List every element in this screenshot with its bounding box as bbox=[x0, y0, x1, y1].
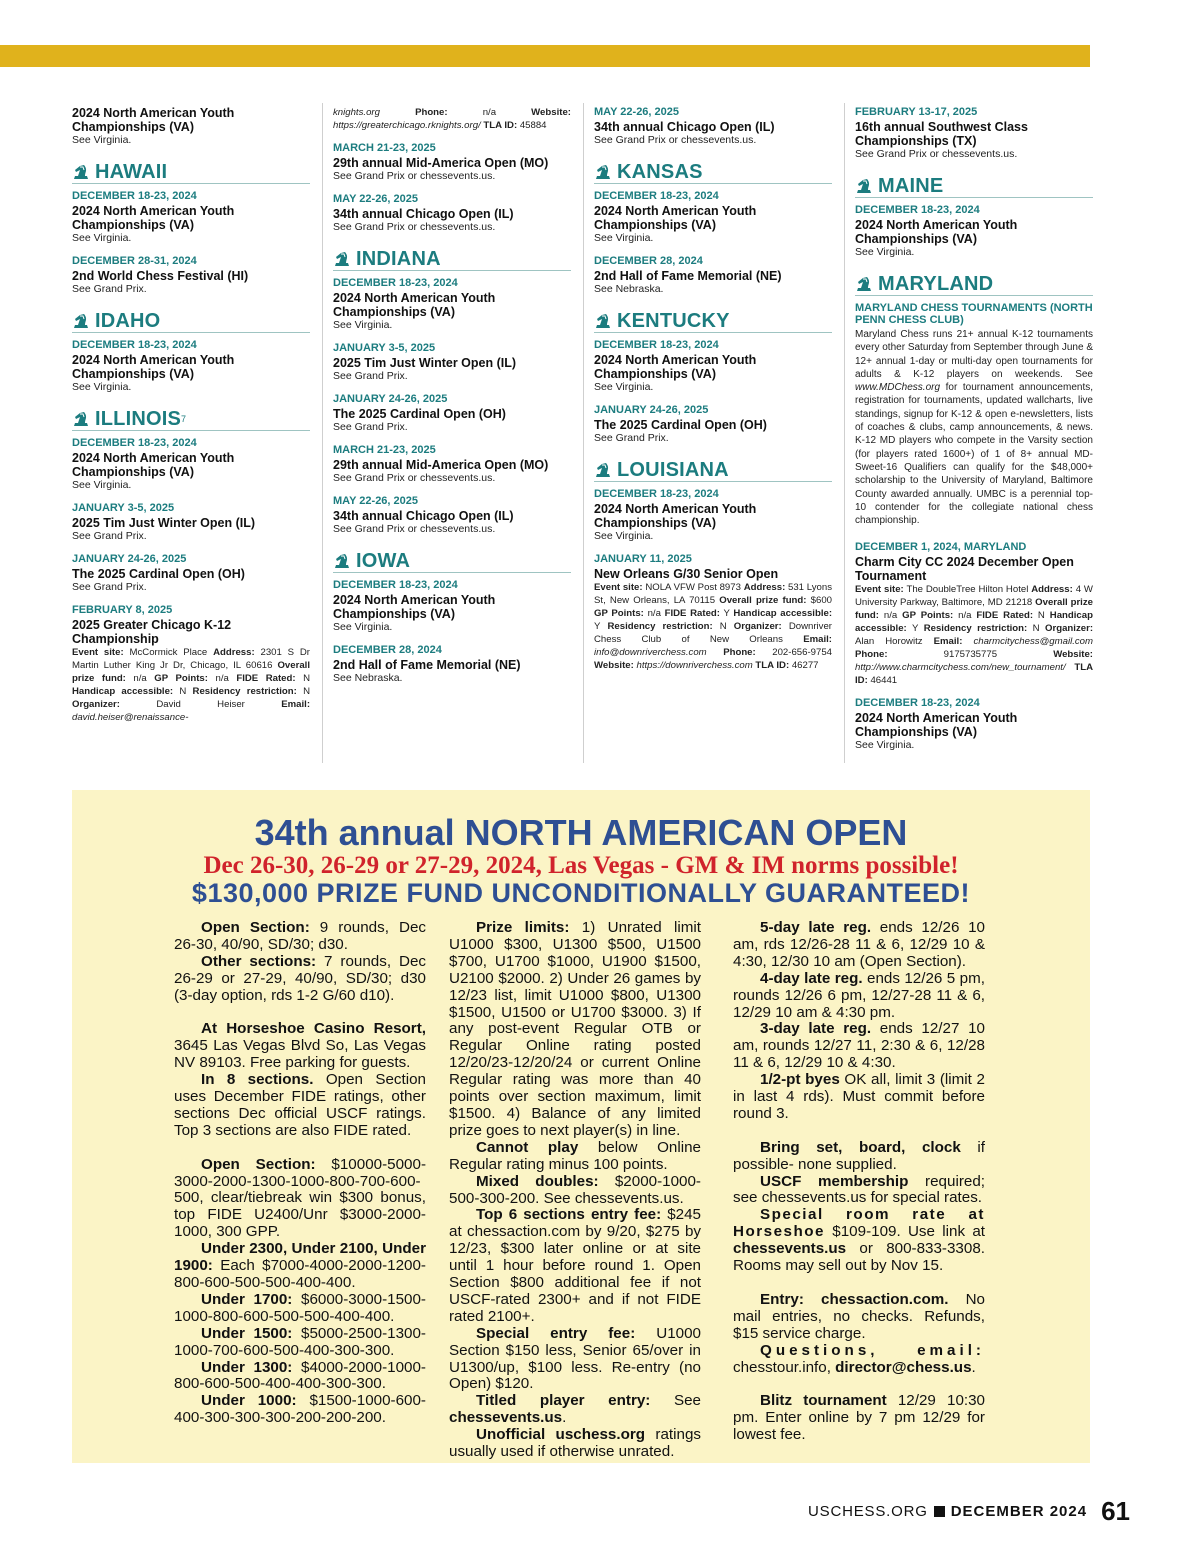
website-link[interactable]: www.MDChess.org bbox=[855, 382, 941, 394]
ad-paragraph: Other sections: 7 rounds, Dec 26-29 or 27-29, 40/90, SD/30; d30 (3-day option, rds 1-2 G/60 d10). bbox=[174, 952, 426, 1004]
chess-knight-icon bbox=[72, 411, 90, 427]
event-listing bbox=[333, 342, 571, 383]
state-heading-maine bbox=[855, 175, 1093, 198]
event-date: JANUARY 11, 2025 bbox=[594, 553, 692, 565]
event-listing bbox=[72, 553, 310, 594]
event-listing bbox=[72, 106, 310, 147]
club-description: Maryland Chess runs 21+ annual K-12 tournaments every other Saturday from September through June & 12+ annual 1-day or multi-day open tournaments for adults & K-12 players on weekends. See www.MDChess.org for tournament announcements, registration for tournaments, updated wallcharts, live standings, signup for K-12 & open e-newsletters, lists of coaches & clubs, camp announcements, & news. K-12 MD players who compete in the Varsity section (for players rated 1600+) of 1 of 8+ annual MD-Sweet-16 Qualifiers can qualify for the $48,000+ scholarship to the University of Maryland, Baltimore County awarded annually. UMBC is a perennial top-10 contender for the collegiate national chess championship. bbox=[855, 329, 1093, 527]
club-heading: MARYLAND CHESS TOURNAMENTS (NORTH PENN CHESS CLUB) bbox=[855, 302, 1093, 326]
ad-paragraph: Mixed doubles: $2000-1000-500-300-200. See chessevents.us. bbox=[449, 1172, 701, 1207]
event-note: See Virginia. bbox=[855, 246, 915, 258]
chess-knight-icon bbox=[72, 313, 90, 329]
email-link[interactable]: charmcitychess@gmail.com bbox=[973, 636, 1094, 648]
event-name: 2nd Hall of Fame Memorial (NE) bbox=[333, 658, 521, 672]
ad-paragraph: Unofficial uschess.org ratings usually used if otherwise unrated. bbox=[449, 1426, 701, 1461]
event-date: DECEMBER 18-23, 2024 bbox=[72, 190, 197, 202]
event-date: DECEMBER 28, 2024 bbox=[594, 255, 703, 267]
chess-knight-icon bbox=[72, 164, 90, 180]
chess-knight-icon bbox=[594, 164, 612, 180]
state-heading-louisiana bbox=[594, 459, 832, 482]
state-title: KANSAS bbox=[617, 160, 703, 183]
email-link[interactable]: david.heiser@renaissance- bbox=[72, 712, 189, 723]
ad-paragraph: Questions, email: chesstour.info, director@chess.us. bbox=[733, 1341, 985, 1376]
event-note: See Virginia. bbox=[333, 319, 393, 331]
state-title: INDIANA bbox=[356, 247, 441, 270]
ad-paragraph: 1/2-pt byes OK all, limit 3 (limit 2 in last 4 rds). Must commit before round 3. bbox=[733, 1071, 985, 1122]
state-title: LOUISIANA bbox=[617, 458, 729, 481]
event-note: See Grand Prix or chessevents.us. bbox=[333, 170, 496, 182]
event-date: DECEMBER 28, 2024 bbox=[333, 644, 442, 656]
ad-paragraph: 3-day late reg. ends 12/27 10 am, rounds 12/27 11, 2:30 & 6, 12/28 11 & 6, 12/29 10 & 4:30. bbox=[733, 1020, 986, 1072]
state-heading-illinois bbox=[72, 408, 310, 431]
event-name: The 2025 Cardinal Open (OH) bbox=[333, 407, 506, 421]
event-name: 2025 Tim Just Winter Open (IL) bbox=[72, 516, 256, 530]
event-note: See Virginia. bbox=[72, 479, 132, 491]
event-date: MAY 22-26, 2025 bbox=[333, 495, 419, 507]
event-listing bbox=[72, 437, 310, 492]
ad-paragraph: Open Section: 9 rounds, Dec 26-30, 40/90, SD/30; d30. bbox=[174, 919, 426, 953]
state-heading-idaho bbox=[72, 310, 310, 333]
chess-knight-icon bbox=[855, 276, 873, 292]
email-link[interactable]: knights.org bbox=[333, 107, 380, 118]
ad-paragraph: 5-day late reg. ends 12/26 10 am, rds 12/26-28 11 & 6, 12/29 10 & 4:30, 12/30 10 am (Open Section). bbox=[733, 919, 986, 970]
state-title: MARYLAND bbox=[878, 272, 994, 295]
event-note: See Virginia. bbox=[594, 530, 654, 542]
event-name: 2nd Hall of Fame Memorial (NE) bbox=[594, 269, 782, 283]
event-date: JANUARY 24-26, 2025 bbox=[594, 404, 709, 416]
event-date: MARCH 21-23, 2025 bbox=[333, 444, 436, 456]
chess-knight-icon bbox=[333, 251, 351, 267]
ad-paragraph: Under 1300: $4000-2000-1000-800-600-500-400-400-300-300. bbox=[174, 1358, 426, 1393]
event-date: DECEMBER 18-23, 2024 bbox=[594, 488, 719, 500]
ad-paragraph: Under 1700: $6000-3000-1500-1000-800-600-500-500-400-400. bbox=[174, 1290, 426, 1325]
event-note: See Grand Prix. bbox=[333, 370, 408, 382]
state-heading-maryland bbox=[855, 273, 1093, 296]
event-note: See Virginia. bbox=[855, 739, 915, 752]
column-divider bbox=[583, 103, 584, 763]
event-date: MAY 22-26, 2025 bbox=[333, 193, 419, 205]
event-name: 2nd World Chess Festival (HI) bbox=[72, 269, 249, 283]
state-title: IOWA bbox=[356, 549, 411, 572]
event-date: DECEMBER 18-23, 2024 bbox=[333, 277, 458, 289]
event-listing bbox=[72, 502, 310, 543]
column-divider bbox=[844, 103, 845, 763]
event-listing bbox=[594, 553, 832, 672]
chess-knight-icon bbox=[594, 462, 612, 478]
event-listing bbox=[594, 488, 832, 543]
event-name: 2024 North American Youth Championships (VA) bbox=[855, 711, 1018, 740]
accent-bar bbox=[0, 45, 1090, 67]
event-listing bbox=[594, 190, 832, 245]
event-name: 34th annual Chicago Open (IL) bbox=[333, 207, 514, 221]
event-name: Charm City CC 2024 December Open Tournament bbox=[855, 555, 1074, 584]
event-date: DECEMBER 18-23, 2024 bbox=[855, 697, 980, 710]
state-title: ILLINOIS bbox=[95, 407, 182, 430]
event-date: MARCH 21-23, 2025 bbox=[333, 142, 436, 154]
ad-paragraph: Top 6 sections entry fee: $245 at chessaction.com by 9/20, $275 by 12/23, $300 later online or at site until 1 hour before round 1. Open Section $800 additional fee if not USCF-rated 2300+ and if not FIDE rated 2100+. bbox=[449, 1206, 701, 1325]
ad-paragraph: Under 2300, Under 2100, Under 1900: Each $7000-4000-2000-1200-800-600-500-500-400-400. bbox=[174, 1240, 426, 1291]
ad-paragraph: Bring set, board, clock if possible- none supplied. bbox=[733, 1138, 985, 1173]
event-date: FEBRUARY 13-17, 2025 bbox=[855, 106, 978, 118]
state-heading-hawaii bbox=[72, 161, 310, 184]
chess-knight-icon bbox=[333, 553, 351, 569]
event-name: 2024 North American Youth Championships (VA) bbox=[855, 218, 1018, 246]
footer-issue-date: DECEMBER 2024 bbox=[950, 1503, 1088, 1520]
event-name: 2025 Tim Just Winter Open (IL) bbox=[333, 356, 517, 370]
event-name: 34th annual Chicago Open (IL) bbox=[333, 509, 514, 523]
event-date: MAY 22-26, 2025 bbox=[594, 106, 680, 118]
ad-paragraph: In 8 sections. Open Section uses December FIDE ratings, other sections Dec official USCF ratings. Top 3 sections are also FIDE rated. bbox=[174, 1071, 426, 1139]
event-note: See Grand Prix. bbox=[333, 421, 408, 433]
event-listing bbox=[333, 142, 571, 183]
event-name: 2024 North American Youth Championships (VA) bbox=[72, 106, 235, 134]
event-listing bbox=[333, 495, 571, 536]
state-title: HAWAII bbox=[95, 160, 168, 183]
event-name: New Orleans G/30 Senior Open bbox=[594, 567, 779, 581]
footer-site: USCHESS.ORG bbox=[808, 1503, 928, 1520]
event-listing bbox=[594, 339, 832, 394]
event-note: See Virginia. bbox=[333, 621, 393, 633]
event-note: See Grand Prix or chessevents.us. bbox=[333, 523, 496, 535]
event-note: See Virginia. bbox=[72, 134, 132, 146]
event-note: See Nebraska. bbox=[594, 283, 664, 295]
event-listing bbox=[72, 190, 310, 245]
ad-paragraph: At Horseshoe Casino Resort, 3645 Las Vegas Blvd So, Las Vegas NV 89103. Free parking for guests. bbox=[174, 1020, 426, 1072]
event-note: See Grand Prix. bbox=[72, 530, 147, 542]
event-listing bbox=[333, 277, 571, 332]
ad-paragraph: Prize limits: 1) Unrated limit U1000 $300, U1300 $500, U1500 $700, U1700 $1000, U1900 $1500, U2100 $2000. 2) Under 26 games by 12/23 list, limit U1000 $800, U1300 $1500, U1500 or U1700 $3000. 3) If any post-event Regular OTB or Regular Online rating posted 12/20/23-12/20/24 or current Online Regular rating was more than 40 points over section maximum, limit $1500. 4) Balance of any limited prize goes to next player(s) in line. bbox=[449, 919, 701, 1139]
event-date: JANUARY 24-26, 2025 bbox=[333, 393, 448, 405]
event-listing bbox=[594, 106, 832, 147]
chess-knight-icon bbox=[594, 313, 612, 329]
chessevents-link[interactable]: chessevents.us bbox=[733, 1240, 847, 1258]
event-listing bbox=[333, 444, 571, 485]
event-date: DECEMBER 18-23, 2024 bbox=[72, 339, 197, 351]
column-divider bbox=[322, 103, 323, 763]
director-email-link[interactable]: director@chess.us bbox=[835, 1358, 972, 1376]
event-date: JANUARY 3-5, 2025 bbox=[72, 502, 175, 514]
event-listing bbox=[72, 604, 310, 724]
listings-column-3 bbox=[594, 103, 832, 682]
event-note: See Nebraska. bbox=[333, 672, 403, 684]
event-details: Event site: McCormick Place Address: 2301 S Dr Martin Luther King Jr Dr, Chicago, IL 60616 Overall prize fund: n/a GP Points: n/a FIDE Rated: N Handicap accessible: N Residency restriction: N Organizer: David Heiser Email: david.heiser@renaissance- bbox=[72, 647, 311, 723]
state-superscript: 7 bbox=[181, 414, 187, 424]
ad-paragraph: Under 1500: $5000-2500-1300-1000-700-600-500-400-300-300. bbox=[174, 1324, 426, 1359]
ad-column-3 bbox=[733, 920, 985, 1444]
chessaction-link[interactable]: chessaction.com. bbox=[803, 1290, 949, 1308]
event-date: DECEMBER 28-31, 2024 bbox=[72, 255, 197, 267]
event-note: See Grand Prix or chessevents.us. bbox=[333, 472, 496, 484]
chessevents-link[interactable]: chessevents.us bbox=[449, 1409, 563, 1427]
event-date: DECEMBER 18-23, 2024 bbox=[72, 437, 197, 449]
event-listing bbox=[333, 393, 571, 434]
event-listing bbox=[333, 644, 571, 685]
event-listing bbox=[333, 193, 571, 234]
state-heading-iowa bbox=[333, 550, 571, 573]
event-name: 29th annual Mid-America Open (MO) bbox=[333, 156, 549, 170]
event-note: See Grand Prix or chessevents.us. bbox=[594, 134, 757, 146]
state-heading-kentucky bbox=[594, 310, 832, 333]
ad-paragraph: Under 1000: $1500-1000-600-400-300-300-300-200-200-200. bbox=[174, 1392, 426, 1427]
ad-paragraph: 4-day late reg. ends 12/26 5 pm, rounds 12/26 6 pm, 12/27-28 11 & 6, 12/29 10 am & 4:30 pm. bbox=[733, 969, 985, 1021]
ad-paragraph: Open Section: $10000-5000-3000-2000-1300-1000-800-700-600-500, clear/tiebreak win $300 bonus, top FIDE U2400/Unr $3000-2000-1000, 300 GPP. bbox=[174, 1155, 426, 1241]
event-name: 2024 North American Youth Championships (VA) bbox=[594, 204, 757, 232]
event-note: See Grand Prix. bbox=[72, 283, 147, 295]
event-name: The 2025 Cardinal Open (OH) bbox=[594, 418, 767, 432]
event-name: 2024 North American Youth Championships (VA) bbox=[333, 593, 496, 621]
website-link[interactable]: https://downriverchess.com bbox=[636, 660, 753, 671]
state-title: MAINE bbox=[878, 174, 944, 197]
state-title: IDAHO bbox=[95, 309, 161, 332]
event-date: JANUARY 24-26, 2025 bbox=[72, 553, 187, 565]
page-number: 61 bbox=[1101, 1496, 1130, 1526]
ad-paragraph: Blitz tournament 12/29 10:30 pm. Enter online by 7 pm 12/29 for lowest fee. bbox=[733, 1392, 986, 1444]
event-name: 2024 North American Youth Championships (VA) bbox=[72, 451, 235, 479]
event-date: DECEMBER 18-23, 2024 bbox=[855, 204, 980, 216]
listings-column-4 bbox=[855, 103, 1093, 762]
ad-paragraph: Special room rate at Horseshoe $109-109. Use link at chessevents.us or 800-833-3308. Rooms may sell out by Nov 15. bbox=[733, 1206, 985, 1275]
event-name: 29th annual Mid-America Open (MO) bbox=[333, 458, 549, 472]
website-link[interactable]: https://greaterchicago.rknights.org/ bbox=[333, 120, 481, 131]
event-note: See Grand Prix or chessevents.us. bbox=[855, 148, 1018, 160]
event-date: FEBRUARY 8, 2025 bbox=[72, 604, 173, 616]
listings-column-2 bbox=[333, 103, 571, 695]
ad-column-2 bbox=[449, 920, 701, 1461]
ad-paragraph: USCF membership required; see chessevents.us for special rates. bbox=[733, 1172, 985, 1207]
event-note: See Grand Prix. bbox=[594, 432, 669, 444]
ad-paragraph: Entry: chessaction.com. No mail entries, no checks. Refunds, $15 service charge. bbox=[733, 1290, 985, 1342]
event-listing bbox=[594, 255, 832, 296]
event-listing bbox=[72, 339, 310, 394]
event-name: 2024 North American Youth Championships (VA) bbox=[594, 353, 757, 381]
event-name: 2024 North American Youth Championships (VA) bbox=[72, 353, 235, 381]
state-heading-kansas bbox=[594, 161, 832, 184]
event-details: Event site: NOLA VFW Post 8973 Address: 531 Lyons St, New Orleans, LA 70115 Overall prize fund: $600 GP Points: n/a FIDE Rated: Y Handicap accessible: Y Residency restriction: N Organizer: Downriver Chess Club of New Orleans Email: info@downriverchess.com Phone: 202-656-9754 Website: https://downriverchess.com TLA ID: 46277 bbox=[594, 582, 833, 671]
state-heading-indiana bbox=[333, 248, 571, 271]
event-listing bbox=[333, 579, 571, 634]
ad-title: 34th annual NORTH AMERICAN OPEN bbox=[254, 812, 908, 853]
ad-dates: Dec 26-30, 26-29 or 27-29, 2024, Las Vegas - GM & IM norms possible! bbox=[203, 852, 959, 879]
club-listing bbox=[855, 302, 1093, 527]
event-details-continued: knights.org Phone: n/a Website: https://greaterchicago.rknights.org/ TLA ID: 45884 bbox=[333, 107, 571, 131]
tournament-advertisement bbox=[72, 790, 1090, 1463]
ad-paragraph: Cannot play below Online Regular rating minus 100 points. bbox=[449, 1138, 701, 1173]
event-note: See Grand Prix or chessevents.us. bbox=[333, 221, 496, 233]
event-note: See Virginia. bbox=[594, 381, 654, 393]
event-note: See Grand Prix. bbox=[72, 581, 147, 593]
event-name: 2024 North American Youth Championships (VA) bbox=[333, 291, 496, 319]
event-listing bbox=[594, 404, 832, 445]
ad-prize-fund: $130,000 PRIZE FUND UNCONDITIONALLY GUARANTEED! bbox=[191, 878, 971, 908]
event-date: DECEMBER 1, 2024, MARYLAND bbox=[855, 541, 1027, 554]
event-name: 16th annual Southwest Class Championships (TX) bbox=[855, 120, 1028, 148]
chess-knight-icon bbox=[855, 178, 873, 194]
event-name: 2024 North American Youth Championships (VA) bbox=[72, 204, 235, 232]
event-date: DECEMBER 18-23, 2024 bbox=[594, 190, 719, 202]
event-details: Event site: The DoubleTree Hilton Hotel Address: 4 W University Parkway, Baltimore, MD 21218 Overall prize fund: n/a GP Points: n/a FIDE Rated: N Handicap accessible: Y Residency restriction: N Organizer: Alan Horowitz Email: charmcitychess@gmail.com Phone: 9175735775 Website: http://www.charmcitychess.com/new_tournament/ TLA ID: 46441 bbox=[855, 584, 1094, 687]
event-listing bbox=[855, 697, 1093, 752]
email-link[interactable]: info@downriverchess.com bbox=[594, 647, 707, 658]
state-title: KENTUCKY bbox=[617, 309, 730, 332]
event-note: See Virginia. bbox=[72, 381, 132, 393]
event-listing bbox=[855, 204, 1093, 259]
event-date: DECEMBER 18-23, 2024 bbox=[333, 579, 458, 591]
event-note: See Virginia. bbox=[72, 232, 132, 244]
event-note: See Virginia. bbox=[594, 232, 654, 244]
footer-square-divider bbox=[934, 1506, 945, 1517]
ad-paragraph: Special entry fee: U1000 Section $150 less, Senior 65/over in U1300/up, $100 less. Re-entry (no Open) $120. bbox=[449, 1324, 701, 1393]
event-name: The 2025 Cardinal Open (OH) bbox=[72, 567, 245, 581]
page-footer bbox=[808, 1496, 1130, 1527]
event-listing bbox=[855, 106, 1093, 161]
listings-column-1 bbox=[72, 103, 310, 734]
event-name: 34th annual Chicago Open (IL) bbox=[594, 120, 775, 134]
event-date: JANUARY 3-5, 2025 bbox=[333, 342, 436, 354]
event-listing bbox=[855, 541, 1093, 687]
ad-column-1 bbox=[174, 920, 426, 1427]
event-name: 2025 Greater Chicago K-12 Championship bbox=[72, 618, 232, 646]
event-date: DECEMBER 18-23, 2024 bbox=[594, 339, 719, 351]
ad-paragraph: Titled player entry: See chessevents.us. bbox=[449, 1392, 701, 1427]
event-name: 2024 North American Youth Championships (VA) bbox=[594, 502, 757, 530]
event-listing bbox=[72, 255, 310, 296]
website-link[interactable]: http://www.charmcitychess.com/new_tournament/ bbox=[855, 662, 1066, 674]
